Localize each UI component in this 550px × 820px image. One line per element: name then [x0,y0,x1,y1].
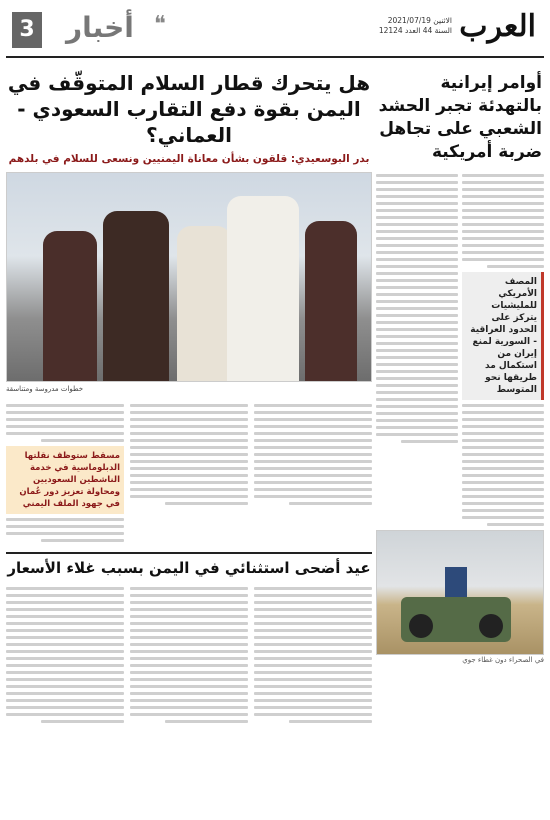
article-col-1 [254,400,372,546]
article-col-3 [6,400,124,546]
military-photo [376,530,544,655]
issue-info [379,16,452,36]
pull-quote: المصف الأمريكي للمليشيات يتركز على الحدود العراقية - السورية لمنع إيران من استكمال مد طريقها نحو المتوسط [462,272,544,400]
right-headline: أوامر إيرانية بالتهدئة تجبر الحشد الشعبي على تجاهل ضربة أمريكية [378,73,542,162]
issue-number: السنة 44 العدد 12124 [378,26,452,35]
secondary-article [6,552,372,727]
newspaper-logo: العرب [459,9,536,44]
vehicle-shape [401,597,511,642]
section-name: أخبار [66,11,134,44]
secondary-col-1 [254,583,372,727]
secondary-columns [6,583,372,727]
right-column [376,66,544,814]
main-subheadline: بدر البوسعيدي: قلقون بشأن معاناة اليمنيين ونسعى للسلام في بلدهم [8,153,370,165]
secondary-col-3 [6,583,124,727]
flag-shape [445,567,467,597]
main-headline: هل يتحرك قطار السلام المتوقّف في اليمن بقوة دفع التقارب السعودي - العماني؟ [7,71,371,147]
issue-date: الاثنين 2021/07/19 [387,16,452,25]
right-body-col-b [376,170,458,530]
page-number-box: 3 [12,12,42,48]
secondary-headline: عيد أضحى استثنائي في اليمن بسبب غلاء الأسعار [7,559,371,577]
article-columns [6,400,372,546]
article-col-2 [130,400,248,546]
text-block [462,174,544,268]
masthead [6,6,544,58]
text-block [376,174,458,443]
right-photo-caption: في الصحراء دون غطاء جوي [462,656,544,664]
quote-icon: ❝ [154,12,166,37]
highlight-quote: مسقط ستوظف نقلتها الدبلوماسية في خدمة الناشطين السعوديين ومحاولة تعزيز دور عُمان في جهود الملف اليمني [6,446,124,514]
secondary-col-2 [130,583,248,727]
main-article [6,66,372,814]
main-photo-caption: خطوات مدروسة ومتناسقة [6,385,84,393]
right-body [376,170,544,530]
text-block [462,404,544,526]
main-photo [6,172,372,382]
right-body-col-a [462,170,544,530]
